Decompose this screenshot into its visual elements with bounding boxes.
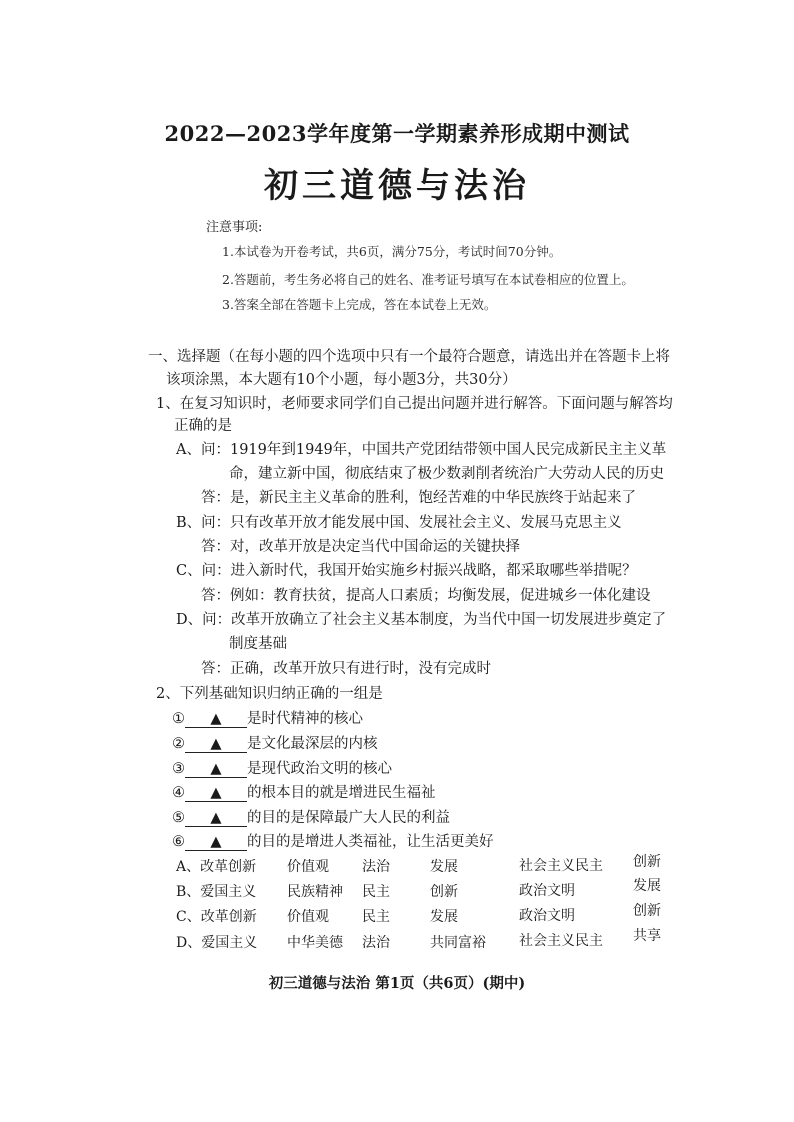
notice-heading: 注意事项: [206, 220, 263, 235]
q2-item-1 [172, 707, 363, 728]
q1-option-a-question-line1: A、问：1919年到1949年，中国共产党团结带领中国人民完成新民主主义革 [176, 442, 667, 458]
q1-option-c-answer: 答：例如：教育扶贫，提高人口素质；均衡发展，促进城乡一体化建设 [201, 588, 651, 604]
q2-item-number: ⑤ [172, 810, 185, 826]
triangle-marker: ▲ [210, 785, 222, 801]
q1-stem-line2: 正确的是 [174, 418, 232, 434]
section-heading-line1: 一、选择题（在每小题的四个选项中只有一个最符合题意，请选出并在答题卡上将 [148, 349, 670, 365]
q2-item-text: 的目的是保障最广大人民的利益 [247, 810, 450, 826]
q1-option-b-question: B、问：只有改革开放才能发展中国、发展社会主义、发展马克思主义 [176, 515, 622, 531]
fill-blank [185, 785, 247, 802]
option-cell: 政治文明 [519, 883, 575, 899]
option-cell: 法治 [362, 935, 390, 951]
q2-item-3 [172, 757, 392, 778]
option-cell: A、改革创新 [176, 859, 257, 875]
option-cell: 价值观 [287, 909, 329, 925]
option-cell: 民主 [362, 909, 390, 925]
option-cell: 社会主义民主 [519, 933, 603, 949]
option-cell: 发展 [633, 878, 661, 894]
notice-item-3: 3.答案全部在答题卡上完成，答在本试卷上无效。 [222, 297, 497, 312]
q2-item-text: 是时代精神的核心 [247, 711, 363, 727]
q1-option-a-question-line2: 命，建立新中国，彻底结束了极少数剥削者统治广大劳动人民的历史 [229, 466, 664, 482]
q1-option-c-question: C、问：进入新时代，我国开始实施乡村振兴战略，都采取哪些举措呢？ [176, 563, 637, 579]
option-cell: D、爱国主义 [176, 935, 258, 951]
option-cell: 社会主义民主 [519, 858, 603, 874]
page-footer: 初三道德与法治 第1页（共6页）(期中) [268, 975, 526, 992]
q1-option-b-answer: 答：对，改革开放是决定当代中国命运的关键抉择 [201, 539, 520, 555]
section-heading-line2: 该项涂黑，本大题有10个小题，每小题3分，共30分） [166, 372, 517, 388]
q2-item-number: ① [172, 711, 185, 727]
fill-blank [185, 711, 247, 728]
q2-item-4 [172, 781, 436, 802]
option-cell: 共同富裕 [430, 935, 486, 951]
option-cell: 价值观 [287, 859, 329, 875]
fill-blank [185, 810, 247, 827]
option-cell: 中华美德 [287, 935, 343, 951]
q2-item-6 [172, 830, 494, 851]
fill-blank [185, 834, 247, 851]
option-cell: 法治 [362, 859, 390, 875]
triangle-marker: ▲ [210, 761, 222, 777]
exam-title: 2022—2023学年度第一学期素养形成期中测试 [164, 121, 630, 146]
q1-stem-line1: 1、在复习知识时，老师要求同学们自己提出问题并进行解答。下面问题与解答均 [156, 396, 673, 412]
q2-item-number: ④ [172, 785, 185, 801]
q2-item-number: ② [172, 736, 185, 752]
option-cell: 创新 [633, 854, 661, 870]
option-cell: 发展 [430, 859, 458, 875]
q2-item-number: ⑥ [172, 834, 185, 850]
option-cell: C、改革创新 [176, 909, 257, 925]
fill-blank [185, 736, 247, 753]
triangle-marker: ▲ [210, 711, 222, 727]
q2-item-2 [172, 732, 378, 753]
triangle-marker: ▲ [210, 810, 222, 826]
q2-item-text: 的目的是增进人类福祉，让生活更美好 [247, 834, 494, 850]
q1-option-d-answer: 答：正确，改革开放只有进行时，没有完成时 [201, 661, 491, 677]
option-cell: B、爱国主义 [176, 884, 257, 900]
notice-item-2: 2.答题前，考生务必将自己的姓名、准考证号填写在本试卷相应的位置上。 [222, 272, 634, 287]
q2-item-text: 是文化最深层的内核 [247, 736, 378, 752]
option-cell: 民主 [362, 884, 390, 900]
q2-item-text: 是现代政治文明的核心 [247, 761, 392, 777]
option-cell: 政治文明 [519, 908, 575, 924]
q2-stem: 2、下列基础知识归纳正确的一组是 [156, 686, 383, 702]
fill-blank [185, 761, 247, 778]
option-cell: 创新 [430, 884, 458, 900]
notice-item-1: 1.本试卷为开卷考试，共6页，满分75分，考试时间70分钟。 [222, 244, 562, 259]
option-cell: 创新 [633, 903, 661, 919]
option-cell: 民族精神 [287, 884, 343, 900]
q1-option-d-question-line1: D、问：改革开放确立了社会主义基本制度，为当代中国一切发展进步奠定了 [176, 612, 667, 628]
q2-item-text: 的根本目的就是增进民生福祉 [247, 785, 436, 801]
subject-title: 初三道德与法治 [264, 166, 530, 206]
option-cell: 共享 [633, 928, 661, 944]
q1-option-a-answer: 答：是，新民主主义革命的胜利，饱经苦难的中华民族终于站起来了 [201, 490, 636, 506]
triangle-marker: ▲ [210, 834, 222, 850]
q2-item-5 [172, 806, 450, 827]
q1-option-d-question-line2: 制度基础 [229, 636, 287, 652]
option-cell: 发展 [430, 909, 458, 925]
q2-item-number: ③ [172, 761, 185, 777]
triangle-marker: ▲ [210, 736, 222, 752]
